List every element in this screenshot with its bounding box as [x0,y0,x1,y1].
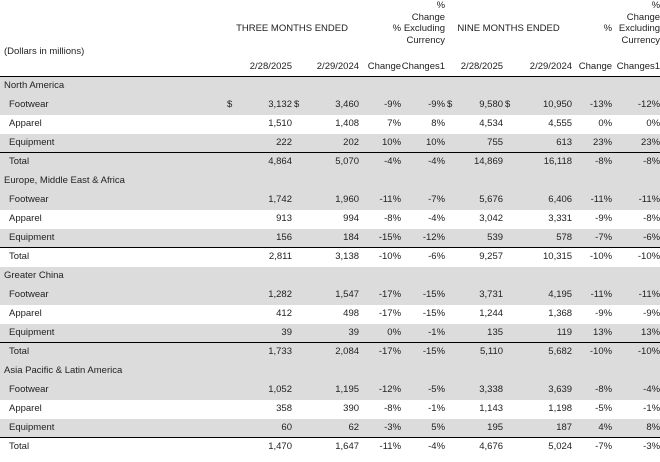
row-label: Equipment [0,229,225,248]
cell-q-2025: 1,733 [240,343,292,362]
cell-q-chg-ex: -4% [401,153,445,172]
cell-n-2024: 1,198 [548,402,573,414]
cell-n-2025: 9,580 [455,96,503,115]
currency-symbol [292,286,307,305]
total-row [0,343,660,362]
cell-q-2025: 358 [276,402,292,414]
cell-q-chg-ex: -7% [401,191,445,210]
cell-q-chg: -17% [359,343,401,362]
currency-symbol [445,343,455,362]
currency-symbol [292,229,307,248]
row-label: Footwear [0,381,225,400]
header-row-periods [0,0,660,58]
currency-symbol [292,305,307,324]
table-row [0,229,660,248]
cell-n-chg: -11% [572,286,612,305]
currency-symbol [225,115,240,134]
cell-q-2025: 222 [240,134,292,153]
table-row [0,96,660,115]
cell-q-2024: 3,138 [307,248,359,267]
currency-symbol [503,286,518,305]
cell-q-2024: 62 [307,419,359,438]
currency-symbol [225,248,240,267]
cell-n-2025: 3,338 [455,381,503,400]
cell-n-chg-ex: 13% [612,324,660,343]
currency-symbol [292,210,307,229]
cell-n-chg-ex: -10% [612,248,660,267]
cell-n-2024: 4,555 [548,117,573,129]
cell-q-chg-ex: 10% [401,134,445,153]
cell-q-2024: 1,408 [335,117,360,129]
cell-n-chg: -10% [572,248,612,267]
cell-n-2024: 187 [518,419,572,438]
currency-symbol [503,229,518,248]
currency-symbol [292,248,307,267]
q-change-excl-header: % Change Excluding Currency [403,0,446,46]
cell-q-chg-ex: -4% [401,438,445,457]
cell-n-chg-ex: 0% [646,117,660,129]
currency-symbol [445,115,455,134]
cell-n-chg: -5% [595,402,613,414]
cell-n-chg-ex: -3% [612,438,660,457]
cell-n-chg-ex: -10% [612,343,660,362]
cell-n-chg-ex: -8% [643,212,660,224]
currency-symbol [225,343,240,362]
cell-q-2025: 39 [240,324,292,343]
cell-n-chg: -11% [572,191,612,210]
three-months-header: THREE MONTHS ENDED [236,23,348,34]
nine-months-header: NINE MONTHS ENDED [457,23,560,34]
cell-n-2025: 4,534 [479,117,504,129]
cell-q-chg: -11% [359,191,401,210]
region-header-row [0,362,660,381]
currency-symbol [225,381,240,400]
total-row [0,438,660,457]
cell-q-chg-ex: -1% [428,402,446,414]
currency-symbol [503,324,518,343]
currency-symbol [225,229,240,248]
cell-q-2024: 202 [307,134,359,153]
cell-q-2025: 1,052 [240,381,292,400]
q-change-header: % [392,23,402,34]
cell-q-chg-ex: -6% [401,248,445,267]
cell-n-chg: -10% [572,343,612,362]
n-change-excl-header: % Change Excluding Currency [618,0,660,46]
cell-q-2024: 498 [343,307,360,319]
cell-q-2025: 2,811 [240,248,292,267]
cell-n-2025: 5,110 [455,343,503,362]
cell-n-2024: 16,118 [518,153,572,172]
currency-symbol [503,305,518,324]
currency-symbol [445,191,455,210]
cell-n-2024: 10,315 [518,248,572,267]
region-name: Europe, Middle East & Africa [0,172,660,191]
cell-q-chg: 7% [387,117,402,129]
cell-q-chg: -8% [384,212,402,224]
cell-n-chg-ex: -8% [612,153,660,172]
cell-q-chg: -15% [359,229,401,248]
currency-symbol [225,438,240,457]
cell-n-2024: 3,331 [548,212,573,224]
table-row [0,400,660,419]
cell-n-2025: 5,676 [455,191,503,210]
row-label: Apparel [9,212,42,224]
currency-symbol [292,134,307,153]
currency-symbol [445,400,455,419]
cell-n-2024: 4,195 [518,286,572,305]
region-header-row [0,267,660,286]
row-label: Equipment [0,324,225,343]
currency-symbol [225,419,240,438]
cell-n-2025: 1,143 [479,402,504,414]
row-label: Equipment [0,134,225,153]
n-date-2025: 2/28/2025 [445,58,503,77]
table-body [0,77,660,457]
cell-n-2024: 1,368 [548,307,573,319]
cell-n-chg: 4% [572,419,612,438]
cell-n-chg-ex: -12% [612,96,660,115]
cell-q-chg: -17% [378,307,402,319]
currency-symbol: $ [225,96,240,115]
cell-n-2025: 1,244 [479,307,504,319]
total-row [0,248,660,267]
currency-symbol [503,400,518,419]
cell-q-2024: 3,460 [307,96,359,115]
cell-n-chg-ex: -11% [612,191,660,210]
currency-symbol: $ [292,96,307,115]
cell-q-chg: -9% [359,96,401,115]
row-label: Total [0,153,225,172]
row-label: Apparel [9,117,42,129]
cell-q-chg-ex: -1% [401,324,445,343]
cell-n-chg: -7% [572,438,612,457]
cell-q-2025: 913 [276,212,292,224]
cell-q-chg: -8% [384,402,402,414]
currency-symbol [225,305,240,324]
cell-q-2024: 1,547 [307,286,359,305]
currency-symbol [225,153,240,172]
table-row [0,419,660,438]
currency-symbol [225,400,240,419]
currency-symbol [225,134,240,153]
cell-n-2025: 14,869 [455,153,503,172]
currency-symbol [503,419,518,438]
currency-symbol [445,381,455,400]
cell-q-chg: -10% [359,248,401,267]
units-label: (Dollars in millions) [4,46,85,57]
cell-n-chg: -13% [572,96,612,115]
currency-symbol [445,229,455,248]
currency-symbol [225,286,240,305]
cell-q-chg-ex: -9% [401,96,445,115]
cell-n-chg: 23% [572,134,612,153]
cell-n-2025: 4,676 [455,438,503,457]
cell-q-2025: 156 [240,229,292,248]
currency-symbol [445,134,455,153]
currency-symbol [503,381,518,400]
currency-symbol [445,248,455,267]
cell-n-chg: -7% [572,229,612,248]
cell-q-2024: 184 [307,229,359,248]
table-row [0,381,660,400]
row-label: Total [0,343,225,362]
currency-symbol [445,286,455,305]
row-label: Footwear [0,191,225,210]
currency-symbol [292,343,307,362]
currency-symbol [503,210,518,229]
total-row [0,153,660,172]
table-row [0,286,660,305]
currency-symbol [503,134,518,153]
cell-n-2024: 613 [518,134,572,153]
cell-n-2025: 135 [455,324,503,343]
currency-symbol [445,210,455,229]
n-change-label: Change [572,58,612,77]
cell-q-chg-ex: 8% [431,117,446,129]
cell-q-2025: 1,742 [240,191,292,210]
table-row [0,115,660,134]
cell-q-chg-ex: -12% [401,229,445,248]
q-change-label: Change [359,58,401,77]
cell-q-2024: 390 [343,402,360,414]
cell-n-2024: 5,024 [518,438,572,457]
q-change-excl-label: Changes1 [401,58,445,77]
cell-n-chg-ex: -4% [612,381,660,400]
currency-symbol [445,153,455,172]
cell-q-2025: 3,132 [240,96,292,115]
q-date-2025: 2/28/2025 [225,58,292,77]
row-label: Apparel [9,402,42,414]
cell-n-2025: 3,731 [455,286,503,305]
region-name: North America [0,77,660,96]
cell-q-2024: 1,195 [307,381,359,400]
cell-n-2025: 9,257 [455,248,503,267]
cell-n-2024: 119 [518,324,572,343]
cell-q-2024: 994 [343,212,360,224]
cell-n-2024: 5,682 [518,343,572,362]
cell-q-chg: 0% [359,324,401,343]
region-name: Asia Pacific & Latin America [0,362,660,381]
row-label: Footwear [0,96,225,115]
cell-n-chg-ex: -6% [612,229,660,248]
region-name: Greater China [0,267,660,286]
table-row [0,210,660,229]
cell-q-2025: 412 [276,307,292,319]
currency-symbol: $ [445,96,455,115]
cell-n-2024: 10,950 [518,96,572,115]
cell-n-chg-ex: 23% [612,134,660,153]
currency-symbol [292,191,307,210]
cell-q-chg-ex: -15% [401,286,445,305]
cell-n-chg: -9% [595,307,613,319]
cell-n-chg: -9% [595,212,613,224]
cell-q-chg: -17% [359,286,401,305]
currency-symbol [225,191,240,210]
row-label: Total [0,438,225,457]
n-date-2024: 2/29/2024 [503,58,572,77]
cell-n-chg-ex: -9% [643,307,660,319]
cell-q-2024: 5,070 [307,153,359,172]
row-label: Total [0,248,225,267]
currency-symbol [445,419,455,438]
cell-q-2025: 1,282 [240,286,292,305]
currency-symbol [292,381,307,400]
currency-symbol [292,438,307,457]
q-date-2024: 2/29/2024 [292,58,359,77]
cell-q-2025: 1,470 [240,438,292,457]
cell-q-2024: 2,084 [307,343,359,362]
region-header-row [0,172,660,191]
cell-q-chg: 10% [359,134,401,153]
table-row [0,324,660,343]
cell-q-2025: 4,864 [240,153,292,172]
cell-q-2024: 39 [307,324,359,343]
row-label: Apparel [9,307,42,319]
cell-q-chg-ex: -4% [428,212,446,224]
cell-n-2025: 195 [455,419,503,438]
n-change-excl-label: Changes1 [612,58,660,77]
cell-n-chg: 13% [572,324,612,343]
currency-symbol [292,115,307,134]
cell-q-2025: 60 [240,419,292,438]
currency-symbol [445,438,455,457]
table-row [0,305,660,324]
currency-symbol [503,438,518,457]
cell-n-2025: 539 [455,229,503,248]
currency-symbol [292,153,307,172]
cell-q-chg: -12% [359,381,401,400]
cell-q-chg: -11% [359,438,401,457]
currency-symbol [503,153,518,172]
cell-q-chg: -3% [359,419,401,438]
cell-n-chg: -8% [572,153,612,172]
currency-symbol [503,248,518,267]
currency-symbol [503,115,518,134]
cell-n-2025: 3,042 [479,212,504,224]
header-row-dates [0,58,660,77]
cell-n-2024: 6,406 [518,191,572,210]
currency-symbol [225,210,240,229]
cell-q-chg-ex: -15% [401,343,445,362]
table-row [0,191,660,210]
cell-n-chg-ex: -1% [643,402,660,414]
cell-q-chg: -4% [359,153,401,172]
cell-n-2025: 755 [455,134,503,153]
currency-symbol: $ [503,96,518,115]
row-label: Footwear [0,286,225,305]
cell-n-chg: 0% [598,117,613,129]
n-change-header: % [603,23,613,34]
cell-q-chg-ex: 5% [401,419,445,438]
cell-n-chg: -8% [572,381,612,400]
table-row [0,134,660,153]
row-label: Equipment [0,419,225,438]
cell-q-2024: 1,647 [307,438,359,457]
cell-q-chg-ex: -5% [401,381,445,400]
currency-symbol [503,191,518,210]
currency-symbol [503,343,518,362]
cell-n-chg-ex: 8% [612,419,660,438]
region-header-row [0,77,660,96]
cell-n-2024: 3,639 [518,381,572,400]
currency-symbol [292,400,307,419]
cell-n-2024: 578 [518,229,572,248]
currency-symbol [292,324,307,343]
currency-symbol [445,324,455,343]
cell-q-chg-ex: -15% [422,307,446,319]
currency-symbol [292,419,307,438]
cell-q-2024: 1,960 [307,191,359,210]
cell-q-2025: 1,510 [268,117,292,129]
cell-n-chg-ex: -11% [612,286,660,305]
currency-symbol [445,305,455,324]
currency-symbol [225,324,240,343]
